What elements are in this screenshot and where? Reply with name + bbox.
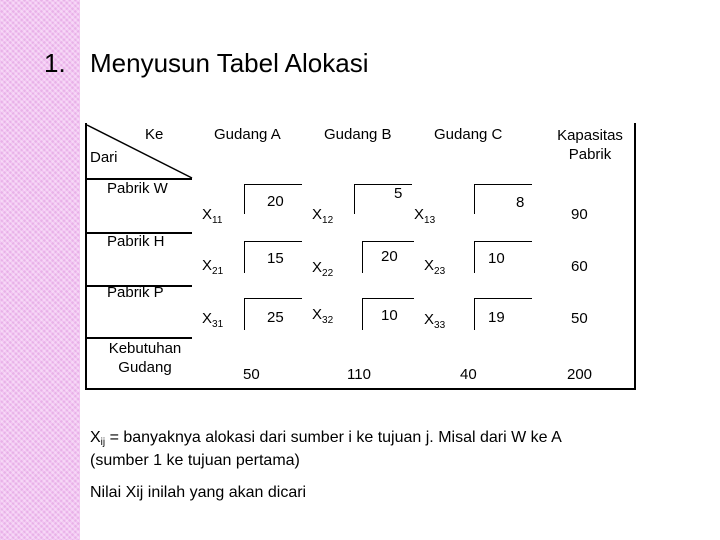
cost-x22: 20 [381,248,398,265]
row-header-pabrik-p: Pabrik P [107,284,164,301]
var-x33: $X_{33}$ [424,311,446,331]
title-text: Menyusun Tabel Alokasi [90,48,369,78]
col-header-kapasitas: Kapasitas Pabrik [557,127,623,163]
var-x32: $X_{32}$ [312,306,334,326]
capacity-w: 90 [571,206,588,223]
corner-label-ke: Ke [145,126,164,143]
cost-x13: 8 [516,194,525,211]
var-x11: $X_{11}$ [202,206,223,226]
row-header-pabrik-w: Pabrik W [107,180,168,197]
title-number: 1. [44,48,66,78]
corner-label-dari: Dari [90,149,118,166]
cost-x31: 25 [267,309,284,326]
cost-cell-x12 [354,184,412,214]
col-header-gudang-a: Gudang A [214,126,281,143]
var-x21: $X_{21}$ [202,257,224,277]
cost-x33: 19 [488,309,505,326]
capacity-p: 50 [571,310,588,327]
var-x12: $X_{12}$ [312,206,334,226]
col-header-gudang-b: Gudang B [324,126,392,143]
note-conclusion: Nilai Xij inilah yang akan dicari [90,484,307,501]
var-x23: $X_{23}$ [424,257,446,277]
var-x22: $X_{22}$ [312,259,334,279]
cost-x21: 15 [267,250,284,267]
note-definition: $X_{ij}$ = banyaknya alokasi dari sumber i ke tujuan j. Misal dari W ke A [90,429,562,448]
col-header-gudang-c: Gudang C [434,126,503,143]
cost-x32: 10 [381,307,398,324]
demand-total: 200 [567,366,593,383]
demand-gudang-c: 40 [460,366,477,383]
cost-x11: 20 [267,193,284,210]
capacity-h: 60 [571,258,588,275]
slide-title [44,48,368,79]
row-header-pabrik-h: Pabrik H [107,233,165,250]
demand-gudang-a: 50 [243,366,260,383]
table-bottom-border [85,388,636,390]
note-example: (sumber 1 ke tujuan pertama) [90,452,300,469]
cost-x12: 5 [394,185,403,202]
decorative-side-strip [0,0,80,540]
var-x13: $X_{13}$ [414,206,436,226]
var-x31: $X_{31}$ [202,310,224,330]
cost-x23: 10 [488,250,505,267]
row-header-kebutuhan: Kebutuhan Gudang [108,340,182,376]
demand-gudang-b: 110 [347,366,371,383]
